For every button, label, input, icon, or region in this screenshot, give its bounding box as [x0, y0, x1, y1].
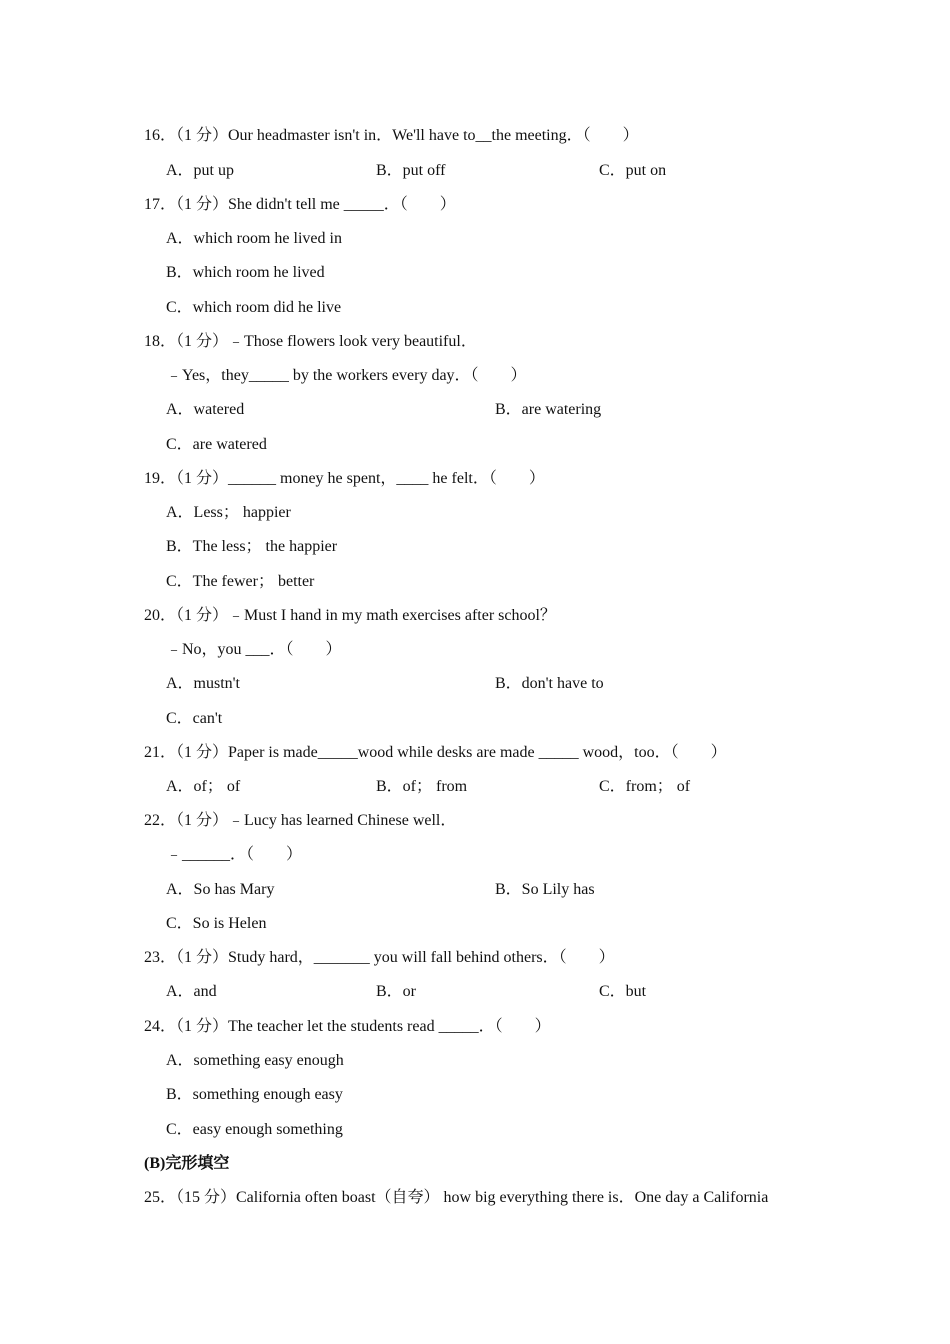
q23-option-a: A．and: [166, 983, 217, 1000]
question-23-stem: 23．（1 分）Study hard，_______ you will fall behind others．（ ）: [144, 949, 615, 966]
q17-option-c: C．which room did he live: [166, 299, 342, 316]
question-18-stem: 18．（1 分）﹣Those flowers look very beautiful．: [144, 333, 477, 350]
q23-option-c: C．but: [599, 983, 647, 1000]
q24-option-c: C．easy enough something: [166, 1121, 343, 1138]
q20-option-b: B．don't have to: [495, 675, 604, 692]
q18-option-c: C．are watered: [166, 436, 267, 453]
q20-option-a: A．mustn't: [166, 675, 241, 692]
q19-option-b: B．The less； the happier: [166, 538, 338, 555]
question-22-response: ﹣______．（ ）: [166, 846, 303, 863]
question-25-stem: 25．（15 分）California often boast（自夸） how big everything there is．One day a California: [144, 1189, 769, 1206]
q16-option-c: C．put on: [599, 162, 667, 179]
q18-option-b: B．are watering: [495, 401, 602, 418]
q22-option-a: A．So has Mary: [166, 881, 275, 898]
q20-option-c: C．can't: [166, 710, 223, 727]
question-21-stem: 21．（1 分）Paper is made_____wood while desks are made _____ wood，too．（ ）: [144, 744, 727, 761]
q17-option-b: B．which room he lived: [166, 264, 325, 281]
section-b-heading: (B)完形填空: [144, 1155, 230, 1172]
question-20-response: ﹣No，you ___．（ ）: [166, 641, 342, 658]
q21-option-c: C．from； of: [599, 778, 691, 795]
question-24-stem: 24．（1 分）The teacher let the students read _____．（ ）: [144, 1018, 551, 1035]
question-18-response: ﹣Yes，they_____ by the workers every day．（ ）: [166, 367, 527, 384]
q18-option-a: A．watered: [166, 401, 245, 418]
q21-option-b: B．of； from: [376, 778, 468, 795]
q17-option-a: A．which room he lived in: [166, 230, 342, 247]
q19-option-a: A．Less； happier: [166, 504, 291, 521]
question-19-stem: 19．（1 分）______ money he spent，____ he felt．（ ）: [144, 470, 545, 487]
question-22-stem: 22．（1 分）﹣Lucy has learned Chinese well．: [144, 812, 457, 829]
q24-option-a: A．something easy enough: [166, 1052, 344, 1069]
q16-option-b: B．put off: [376, 162, 446, 179]
question-20-stem: 20．（1 分）﹣Must I hand in my math exercises after school？: [144, 607, 556, 624]
question-17-stem: 17．（1 分）She didn't tell me _____．（ ）: [144, 196, 456, 213]
q22-option-b: B．So Lily has: [495, 881, 595, 898]
q16-option-a: A．put up: [166, 162, 235, 179]
q24-option-b: B．something enough easy: [166, 1086, 343, 1103]
q21-option-a: A．of； of: [166, 778, 241, 795]
question-16-stem: 16．（1 分）Our headmaster isn't in．We'll have to__the meeting．（ ）: [144, 127, 639, 144]
q19-option-c: C．The fewer； better: [166, 573, 315, 590]
q23-option-b: B．or: [376, 983, 417, 1000]
q22-option-c: C．So is Helen: [166, 915, 267, 932]
